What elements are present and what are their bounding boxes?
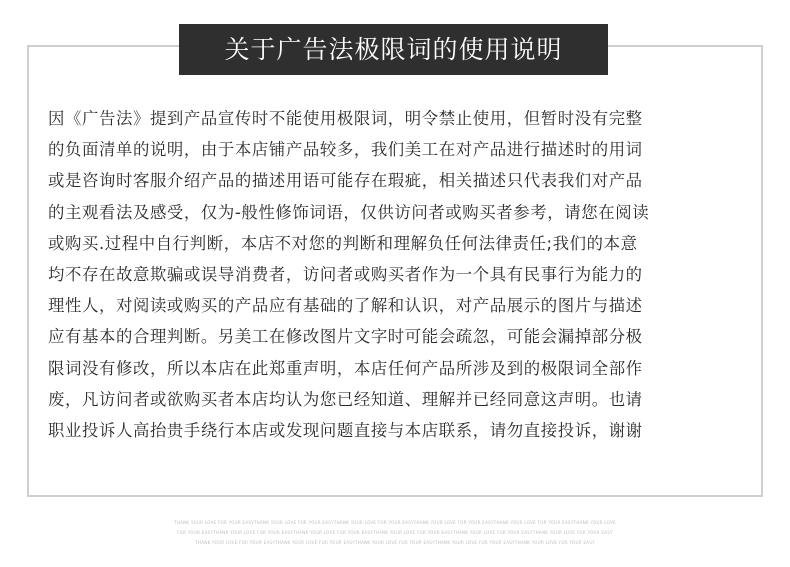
notice-line: 的负面清单的说明，由于本店铺产品较多，我们美工在对产品进行描述时的用词 bbox=[48, 140, 643, 160]
notice-line: 应有基本的合理判断。另美工在修改图片文字时可能会疏忽，可能会漏掉部分极 bbox=[48, 327, 643, 347]
notice-line: 限词没有修改，所以本店在此郑重声明，本店任何产品所涉及到的极限词全部作 bbox=[48, 358, 643, 378]
notice-body bbox=[48, 103, 760, 446]
footer-decoration-line: THANK YOUR LOVE FOR YOUR EASYTHANK YOUR LOVE FOR YOUR EASYTHANK YOUR LOVE FOR YOUR EASYTHANK YOUR LOVE FOR YOUR EASYTHANK YOUR LOVE FOR YOUR EASY bbox=[195, 540, 595, 545]
notice-line: 或购买.过程中自行判断，本店不对您的判断和理解负任何法律责任;我们的本意 bbox=[48, 233, 638, 253]
notice-line: 均不存在故意欺骗或误导消费者，访问者或购买者作为一个具有民事行为能力的 bbox=[48, 264, 643, 284]
footer-decoration-line: FOR YOUR EASYTHANK YOUR LOVE FOR YOUR EASYTHANK YOUR LOVE FOR YOUR EASYTHANK YOUR LOVE FOR YOUR EASYTHANK YOUR LOVE FOR YOUR EASYTHANK YOUR LOVE FOR YOUR EASY bbox=[177, 530, 613, 535]
notice-line: 职业投诉人高抬贵手绕行本店或发现问题直接与本店联系，请勿直接投诉，谢谢 bbox=[48, 420, 643, 440]
notice-line: 的主观看法及感受，仅为-般性修饰词语，仅供访问者或购买者参考，请您在阅读 bbox=[48, 202, 650, 222]
notice-title: 关于广告法极限词的使用说明 bbox=[179, 24, 608, 75]
footer-decoration-line: THANK YOUR LOVE FOR YOUR EASYTHANK YOUR LOVE FOR YOUR EASYTHANK YOUR LOVE FOR YOUR EASYTHANK YOUR LOVE FOR YOUR EASYTHANK YOUR LOVE FOR YOUR EASYTHANK YOUR LOVE bbox=[174, 520, 616, 525]
notice-line: 因《广告法》提到产品宣传时不能使用极限词，明令禁止使用，但暂时没有完整 bbox=[48, 109, 643, 128]
notice-line: 或是咨询时客服介绍产品的描述用语可能存在瑕疵，相关描述只代表我们对产品 bbox=[48, 171, 643, 191]
notice-line: 废，凡访问者或欲购买者本店均认为您已经知道、理解并已经同意这声明。也请 bbox=[48, 389, 643, 409]
notice-line: 理性人，对阅读或购买的产品应有基础的了解和认识，对产品展示的图片与描述 bbox=[48, 296, 643, 316]
footer-decoration bbox=[0, 518, 790, 548]
